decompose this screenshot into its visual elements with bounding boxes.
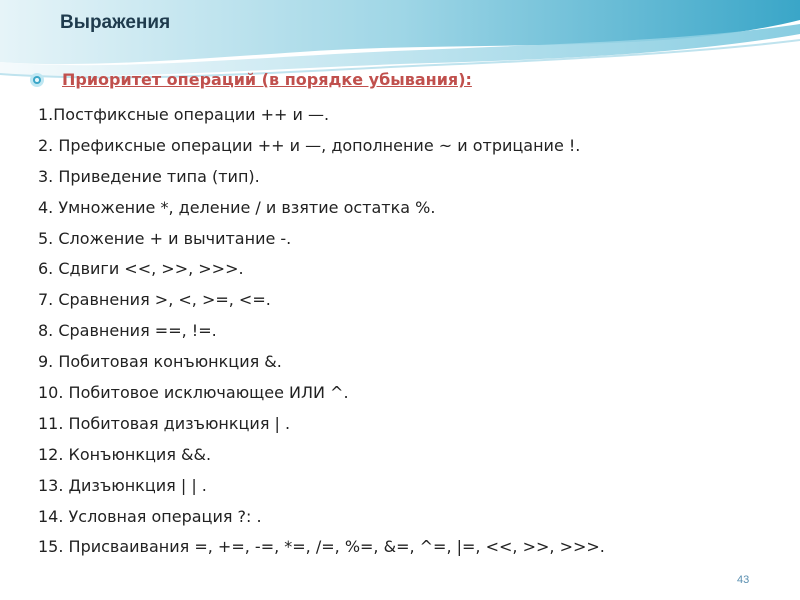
list-item: 1.Постфиксные операции ++ и —.	[38, 105, 330, 124]
list-item: 14. Условная операция ?: .	[38, 506, 262, 526]
list-item: 9. Побитовая конъюнкция &.	[38, 352, 282, 372]
list-item: 2. Префиксные операции ++ и —, дополнение ~ и отрицание !.	[38, 135, 581, 155]
page-number: 43	[737, 574, 750, 586]
list-item: 10. Побитовое исключающее ИЛИ ^.	[38, 383, 349, 403]
list-item: 7. Сравнения >, <, >=, <=.	[38, 290, 271, 310]
list-item: 4. Умножение *, деление / и взятие остатка %.	[38, 197, 436, 217]
list-item: 15. Присваивания =, +=, -=, *=, /=, %=, &=, ^=, |=, <<, >>, >>>.	[38, 537, 605, 557]
slide-title: Выражения	[60, 12, 171, 33]
list-item: 13. Дизъюнкция | | .	[38, 475, 207, 495]
list-item: 6. Сдвиги <<, >>, >>>.	[38, 259, 244, 279]
list-item: 11. Побитовая дизъюнкция | .	[38, 413, 291, 433]
list-item: 3. Приведение типа (тип).	[38, 166, 260, 186]
sun-bullet-icon	[29, 72, 45, 88]
slide-subtitle: Приоритет операций (в порядке убывания):	[62, 70, 472, 89]
operator-precedence-list	[38, 100, 605, 563]
list-item: 12. Конъюнкция &&.	[38, 444, 212, 464]
list-item: 8. Сравнения ==, !=.	[38, 321, 217, 341]
list-item: 5. Сложение + и вычитание -.	[38, 228, 292, 248]
